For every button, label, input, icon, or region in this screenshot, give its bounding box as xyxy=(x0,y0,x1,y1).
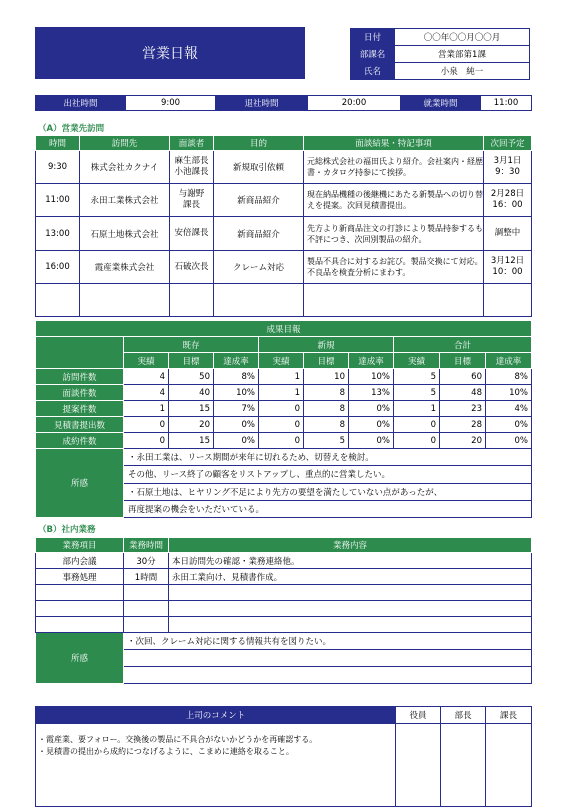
results-cell[interactable]: 0 xyxy=(394,417,440,433)
results-group-new: 新規 xyxy=(259,337,394,353)
results-cell[interactable]: 5 xyxy=(304,433,349,449)
table-row xyxy=(36,585,532,601)
visit-purpose[interactable] xyxy=(214,284,304,317)
results-cell[interactable]: 0% xyxy=(214,433,259,449)
visit-note[interactable]: 元総株式会社の福田氏より紹介。会社案内・経歴書・カタログ持参にて挨拶。 xyxy=(304,151,484,184)
visit-client[interactable] xyxy=(80,284,170,317)
results-cell[interactable]: 40 xyxy=(169,385,214,401)
name-label: 氏名 xyxy=(351,63,395,80)
visits-header-note: 面談結果・特記事項 xyxy=(304,136,484,151)
visit-person[interactable]: 麻生部長 小池課長 xyxy=(170,151,214,184)
table-row xyxy=(36,553,532,569)
results-row-label: 成約件数 xyxy=(36,433,124,449)
date-value[interactable]: 〇〇年〇〇月〇〇月 xyxy=(395,29,530,46)
table-row xyxy=(36,217,532,251)
results-cell[interactable]: 7% xyxy=(214,401,259,417)
comment-body[interactable] xyxy=(36,724,396,807)
results-group-total: 合計 xyxy=(394,337,532,353)
internal-item[interactable] xyxy=(36,585,124,601)
results-row-label: 面談件数 xyxy=(36,385,124,401)
visit-time[interactable]: 13:00 xyxy=(36,217,80,251)
stamp-manager[interactable] xyxy=(441,724,486,807)
internal-header-time: 業務時間 xyxy=(124,538,169,553)
internal-table xyxy=(35,537,532,684)
visit-note[interactable]: 現在納品機種の後継機にあたる新製品への切り替えを提案。次回見積書提出。 xyxy=(304,184,484,217)
internal-item[interactable] xyxy=(36,601,124,617)
results-sub-actual: 実績 xyxy=(394,353,440,369)
results-sub-rate: 達成率 xyxy=(486,353,532,369)
leave-value[interactable]: 20:00 xyxy=(308,96,401,111)
results-sub-rate: 達成率 xyxy=(349,353,394,369)
results-cell[interactable]: 48 xyxy=(440,385,486,401)
results-table xyxy=(35,320,532,518)
name-value[interactable]: 小泉 純一 xyxy=(395,63,530,80)
results-cell[interactable]: 8 xyxy=(304,401,349,417)
results-cell[interactable]: 0% xyxy=(349,433,394,449)
internal-time[interactable]: 30分 xyxy=(124,553,169,569)
visit-next[interactable]: 2月28日 16：00 xyxy=(484,184,532,217)
visit-next[interactable]: 3月1日 9：30 xyxy=(484,151,532,184)
visits-table xyxy=(35,135,532,317)
results-cell[interactable]: 0% xyxy=(349,401,394,417)
internal-item[interactable]: 部内会議 xyxy=(36,553,124,569)
internal-header-item: 業務項目 xyxy=(36,538,124,553)
internal-impression-line[interactable] xyxy=(124,667,532,684)
results-sub-actual: 実績 xyxy=(259,353,304,369)
results-cell[interactable]: 10 xyxy=(304,369,349,385)
role-manager: 部長 xyxy=(441,707,486,724)
visit-time[interactable]: 11:00 xyxy=(36,184,80,217)
comment-title: 上司のコメント xyxy=(36,707,396,724)
internal-content[interactable] xyxy=(169,617,532,633)
table-row xyxy=(36,385,532,401)
results-cell[interactable]: 5 xyxy=(394,385,440,401)
visit-person[interactable] xyxy=(170,284,214,317)
table-row xyxy=(36,601,532,617)
arrive-label: 出社時間 xyxy=(36,96,126,111)
visits-header-purpose: 目的 xyxy=(214,136,304,151)
work-label: 就業時間 xyxy=(401,96,481,111)
visit-person[interactable]: 与謝野 課長 xyxy=(170,184,214,217)
results-sub-actual: 実績 xyxy=(124,353,169,369)
internal-header-content: 業務内容 xyxy=(169,538,532,553)
results-cell[interactable]: 13% xyxy=(349,385,394,401)
table-row xyxy=(36,417,532,433)
comment-line: ・霞産業、要フォロー。交換後の製品に不具合がないかどうかを再確認する。 xyxy=(38,735,318,744)
results-cell[interactable]: 15 xyxy=(169,433,214,449)
stamp-section-chief[interactable] xyxy=(486,724,532,807)
results-cell[interactable]: 0% xyxy=(214,417,259,433)
results-cell[interactable]: 1 xyxy=(124,401,169,417)
comment-line: ・見積書の提出から成約につなげるように、こまめに連絡を取ること。 xyxy=(38,747,294,756)
role-section-chief: 課長 xyxy=(486,707,532,724)
results-cell[interactable]: 0 xyxy=(124,433,169,449)
visit-time[interactable]: 9:30 xyxy=(36,151,80,184)
internal-item[interactable]: 事務処理 xyxy=(36,569,124,585)
table-row xyxy=(36,184,532,217)
results-title: 成果目報 xyxy=(36,321,532,337)
results-row-label: 見積書提出数 xyxy=(36,417,124,433)
internal-time[interactable] xyxy=(124,617,169,633)
internal-time[interactable] xyxy=(124,585,169,601)
results-sub-target: 目標 xyxy=(169,353,214,369)
internal-content[interactable] xyxy=(169,601,532,617)
results-cell[interactable]: 0% xyxy=(486,433,532,449)
results-impression-line[interactable]: その他、リース終了の顧客をリストアップし、重点的に営業したい。 xyxy=(124,466,532,483)
results-cell[interactable]: 1 xyxy=(259,385,304,401)
results-cell[interactable]: 60 xyxy=(440,369,486,385)
visit-client[interactable]: 永田工業株式会社 xyxy=(80,184,170,217)
visit-person[interactable]: 石破次長 xyxy=(170,251,214,284)
results-impression-line[interactable]: ・石原土地は、ヒヤリング不足により先方の要望を満たしていない点があったが、 xyxy=(124,483,532,500)
internal-impression-line[interactable]: ・次回、クレーム対応に関する情報共有を図りたい。 xyxy=(124,633,532,650)
visit-next[interactable]: 3月12日 10：00 xyxy=(484,251,532,284)
page-title: 営業日報 xyxy=(35,27,305,79)
results-cell[interactable]: 0 xyxy=(259,401,304,417)
results-cell[interactable]: 23 xyxy=(440,401,486,417)
results-cell[interactable]: 10% xyxy=(349,369,394,385)
results-cell[interactable]: 0% xyxy=(349,417,394,433)
dept-value[interactable]: 営業部第1課 xyxy=(395,46,530,63)
results-corner xyxy=(36,337,124,369)
results-cell[interactable]: 10% xyxy=(214,385,259,401)
table-row xyxy=(36,151,532,184)
internal-impression-label: 所感 xyxy=(36,633,124,684)
visit-client[interactable]: 石原土地株式会社 xyxy=(80,217,170,251)
results-cell[interactable]: 5 xyxy=(394,369,440,385)
role-executive: 役員 xyxy=(396,707,441,724)
visit-person[interactable]: 安倍課長 xyxy=(170,217,214,251)
visits-header-next: 次回予定 xyxy=(484,136,532,151)
visit-note[interactable] xyxy=(304,284,484,317)
visits-header-person: 面談者 xyxy=(170,136,214,151)
results-cell[interactable]: 0 xyxy=(259,417,304,433)
results-cell[interactable]: 4 xyxy=(124,369,169,385)
visit-note[interactable]: 先方より新商品注文の打診により製品持参するも不評につき、次回別製品の紹介。 xyxy=(304,217,484,251)
visit-client[interactable]: 霞産業株式会社 xyxy=(80,251,170,284)
visit-client[interactable]: 株式会社カクナイ xyxy=(80,151,170,184)
results-cell[interactable]: 0 xyxy=(259,433,304,449)
visits-section-label: （A）営業先訪問 xyxy=(38,124,105,134)
visit-time[interactable] xyxy=(36,284,80,317)
visits-header-client: 訪問先 xyxy=(80,136,170,151)
internal-time[interactable] xyxy=(124,601,169,617)
table-row xyxy=(36,284,532,317)
results-impression-line[interactable]: ・永田工業は、リース期間が来年に切れるため、切替えを検討。 xyxy=(124,449,532,466)
results-group-existing: 既存 xyxy=(124,337,259,353)
meta-table xyxy=(350,28,530,80)
results-cell[interactable]: 8 xyxy=(304,385,349,401)
stamp-executive[interactable] xyxy=(396,724,441,807)
date-label: 日付 xyxy=(351,29,395,46)
internal-content[interactable]: 永田工業向け、見積書作成。 xyxy=(169,569,532,585)
internal-content[interactable] xyxy=(169,585,532,601)
results-sub-rate: 達成率 xyxy=(214,353,259,369)
results-cell[interactable]: 20 xyxy=(440,433,486,449)
results-impression-label: 所感 xyxy=(36,449,124,518)
work-value[interactable]: 11:00 xyxy=(481,96,532,111)
results-cell[interactable]: 4% xyxy=(486,401,532,417)
results-cell[interactable]: 50 xyxy=(169,369,214,385)
internal-time[interactable]: 1時間 xyxy=(124,569,169,585)
comment-table xyxy=(35,706,532,807)
results-cell[interactable]: 15 xyxy=(169,401,214,417)
results-cell[interactable]: 10% xyxy=(486,385,532,401)
results-cell[interactable]: 28 xyxy=(440,417,486,433)
visit-purpose[interactable]: 新商品紹介 xyxy=(214,184,304,217)
results-cell[interactable]: 4 xyxy=(124,385,169,401)
results-cell[interactable]: 0 xyxy=(124,417,169,433)
visit-purpose[interactable]: クレーム対応 xyxy=(214,251,304,284)
results-cell[interactable]: 20 xyxy=(169,417,214,433)
leave-label: 退社時間 xyxy=(216,96,308,111)
results-row-label: 訪問件数 xyxy=(36,369,124,385)
results-sub-target: 目標 xyxy=(440,353,486,369)
visit-note[interactable]: 製品不具合に対するお詫び。製品交換にて対応。不良品を検査分析にまわす。 xyxy=(304,251,484,284)
internal-section-label: （B）社内業務 xyxy=(38,525,96,535)
results-cell[interactable]: 1 xyxy=(394,401,440,417)
visit-time[interactable]: 16:00 xyxy=(36,251,80,284)
time-table xyxy=(35,95,532,111)
visit-next[interactable]: 調整中 xyxy=(484,217,532,251)
results-cell[interactable]: 8% xyxy=(486,369,532,385)
table-row xyxy=(36,401,532,417)
results-impression-line[interactable]: 再度提案の機会をいただいている。 xyxy=(124,500,532,517)
internal-item[interactable] xyxy=(36,617,124,633)
table-row xyxy=(36,369,532,385)
table-row xyxy=(36,251,532,284)
dept-label: 部課名 xyxy=(351,46,395,63)
results-cell[interactable]: 8% xyxy=(214,369,259,385)
table-row xyxy=(36,617,532,633)
results-cell[interactable]: 0% xyxy=(486,417,532,433)
arrive-value[interactable]: 9:00 xyxy=(126,96,216,111)
table-row xyxy=(36,569,532,585)
visits-header-time: 時間 xyxy=(36,136,80,151)
results-cell[interactable]: 0 xyxy=(394,433,440,449)
visit-purpose[interactable]: 新規取引依頼 xyxy=(214,151,304,184)
results-cell[interactable]: 8 xyxy=(304,417,349,433)
visit-next[interactable] xyxy=(484,284,532,317)
table-row xyxy=(36,433,532,449)
results-cell[interactable]: 1 xyxy=(259,369,304,385)
results-row-label: 提案件数 xyxy=(36,401,124,417)
results-sub-target: 目標 xyxy=(304,353,349,369)
internal-impression-line[interactable] xyxy=(124,650,532,667)
visit-purpose[interactable]: 新商品紹介 xyxy=(214,217,304,251)
internal-content[interactable]: 本日訪問先の確認・業務連絡他。 xyxy=(169,553,532,569)
